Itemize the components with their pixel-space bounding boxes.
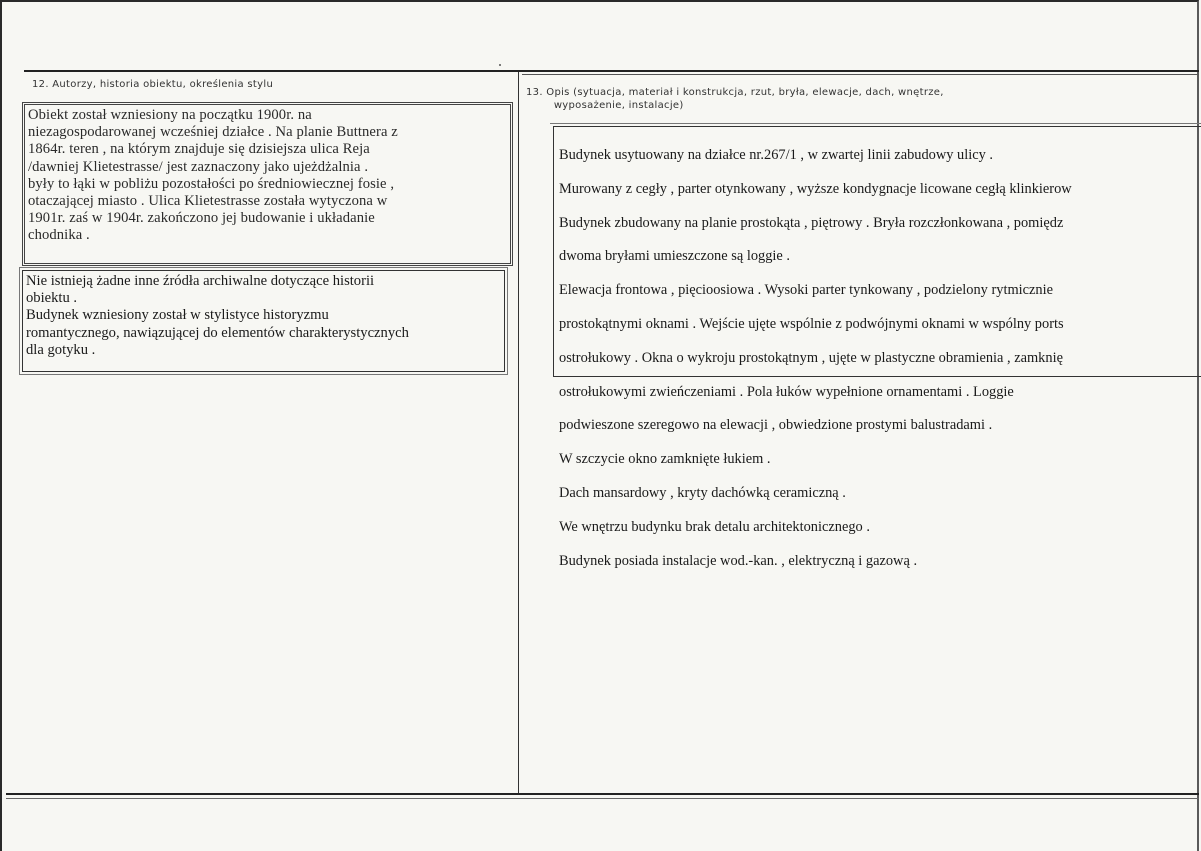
- description-line: ostrołukowymi zwieńczeniami . Pola łuków wypełnione ornamentami . Loggie: [559, 383, 1014, 400]
- description-line: prostokątnymi oknami . Wejście ujęte wspólnie z podwójnymi oknami w wspólny ports: [559, 315, 1064, 332]
- bottom-rule-secondary: [6, 798, 1199, 799]
- description-line: podwieszone szeregowo na elewacji , obwiedzione prostymi balustradami .: [559, 417, 993, 434]
- description-line: We wnętrzu budynku brak detalu architektonicznego .: [559, 518, 870, 535]
- description-line: ostrołukowy . Okna o wykroju prostokątnym , ujęte w plastyczne obramienia , zamknię: [559, 349, 1063, 366]
- history-text-box: Obiekt został wzniesiony na początku 1900r. na niezagospodarowanej wcześniej działce . Na planie Buttnera z 1864r. teren , na którym znajduje się dzisiejsza ulica Reja /dawniej Klietestrasse/ jest zaznaczony jako ujeżdżalnia . były to łąki w pobliżu pozostałości po średniowiecznej fosie , otaczającej miasto . Ulica Klietestrasse została wytyczona w 1901r. zaś w 1904r. zakończono jej budowanie i układanie chodnika .: [22, 102, 513, 266]
- top-rule: [24, 70, 1199, 72]
- description-line: Elewacja frontowa , pięcioosiowa . Wysoki parter tynkowany , podzielony rytmicznie: [559, 282, 1053, 299]
- description-line: dwoma bryłami umieszczone są loggie .: [559, 248, 790, 265]
- bottom-rule: [6, 793, 1199, 795]
- description-line: Budynek zbudowany na planie prostokąta , piętrowy . Bryła rozczłonkowana , pomiędz: [559, 214, 1064, 231]
- description-line: Murowany z cegły , parter otynkowany , wyższe kondygnacje licowane cegłą klinkierow: [559, 180, 1072, 197]
- description-line: Budynek usytuowany na działce nr.267/1 , w zwartej linii zabudowy ulicy .: [559, 146, 994, 163]
- scan-dot: [499, 64, 501, 66]
- section-13-label: 13. Opis (sytuacja, materiał i konstrukcja, rzut, bryła, elewacje, dach, wnętrze, wyposażenie, instalacje): [526, 87, 944, 111]
- top-rule-secondary: [522, 74, 1199, 75]
- sources-style-text-box: Nie istnieją żadne inne źródła archiwalne dotyczące historii obiektu . Budynek wzniesiony został w stylistyce historyzmu romantycznego, nawiązującej do elementów charakterystycznych dla gotyku .: [22, 270, 505, 372]
- description-line: Dach mansardowy , kryty dachówką ceramiczną .: [559, 485, 846, 502]
- column-divider: [518, 72, 519, 795]
- section-12-label: 12. Autorzy, historia obiektu, określenia stylu: [32, 79, 274, 90]
- description-text-box: [553, 126, 1201, 569]
- description-line: W szczycie okno zamknięte łukiem .: [559, 451, 771, 468]
- description-line: Budynek posiada instalacje wod.-kan. , elektryczną i gazową .: [559, 552, 918, 569]
